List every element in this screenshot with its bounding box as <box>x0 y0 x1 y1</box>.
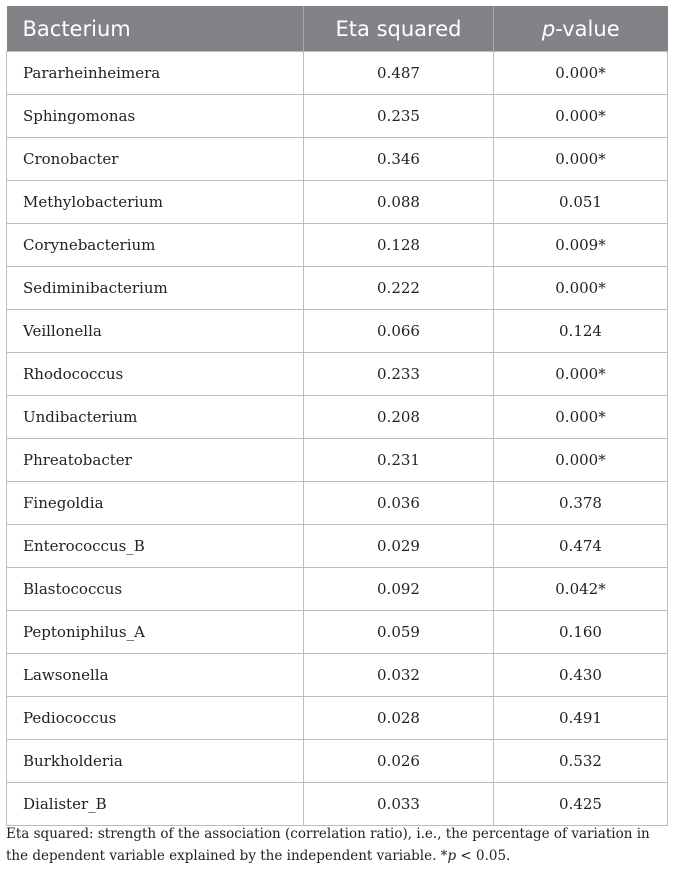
cell-p-value: 0.378 <box>494 482 668 525</box>
cell-p-value: 0.000* <box>494 396 668 439</box>
cell-bacterium: Phreatobacter <box>7 439 304 482</box>
table-row <box>7 482 668 525</box>
footnote-text: Eta squared: strength of the association (correlation ratio), i.e., the percentage of variation in the dependent variable explained by the independent variable. * <box>6 826 650 864</box>
cell-p-value: 0.491 <box>494 697 668 740</box>
cell-bacterium: Veillonella <box>7 310 304 353</box>
header-p-italic: p <box>541 16 556 41</box>
table-row <box>7 525 668 568</box>
cell-bacterium: Dialister_B <box>7 783 304 826</box>
cell-eta-squared: 0.033 <box>304 783 494 826</box>
table-row <box>7 783 668 826</box>
cell-bacterium: Finegoldia <box>7 482 304 525</box>
cell-p-value: 0.000* <box>494 353 668 396</box>
header-row <box>7 6 668 52</box>
cell-eta-squared: 0.036 <box>304 482 494 525</box>
table-row <box>7 740 668 783</box>
bacteria-eta-table <box>6 6 668 826</box>
table-row <box>7 138 668 181</box>
cell-eta-squared: 0.066 <box>304 310 494 353</box>
table-row <box>7 654 668 697</box>
cell-p-value: 0.425 <box>494 783 668 826</box>
cell-p-value: 0.009* <box>494 224 668 267</box>
cell-eta-squared: 0.029 <box>304 525 494 568</box>
cell-p-value: 0.042* <box>494 568 668 611</box>
cell-p-value: 0.430 <box>494 654 668 697</box>
cell-bacterium: Methylobacterium <box>7 181 304 224</box>
footnote-p-symbol: p <box>447 848 457 864</box>
cell-eta-squared: 0.032 <box>304 654 494 697</box>
cell-eta-squared: 0.128 <box>304 224 494 267</box>
table-row <box>7 95 668 138</box>
table-header <box>7 6 668 52</box>
cell-eta-squared: 0.346 <box>304 138 494 181</box>
cell-bacterium: Sediminibacterium <box>7 267 304 310</box>
cell-bacterium: Lawsonella <box>7 654 304 697</box>
cell-eta-squared: 0.231 <box>304 439 494 482</box>
table-container <box>6 6 667 826</box>
cell-eta-squared: 0.088 <box>304 181 494 224</box>
cell-p-value: 0.000* <box>494 95 668 138</box>
cell-bacterium: Enterococcus_B <box>7 525 304 568</box>
cell-eta-squared: 0.059 <box>304 611 494 654</box>
cell-bacterium: Rhodococcus <box>7 353 304 396</box>
table-row <box>7 396 668 439</box>
cell-eta-squared: 0.026 <box>304 740 494 783</box>
header-p-value <box>494 6 668 52</box>
cell-eta-squared: 0.487 <box>304 52 494 95</box>
footnote-threshold: < 0.05. <box>456 848 511 864</box>
cell-eta-squared: 0.222 <box>304 267 494 310</box>
cell-bacterium: Cronobacter <box>7 138 304 181</box>
header-bacterium: Bacterium <box>7 6 304 52</box>
cell-bacterium: Sphingomonas <box>7 95 304 138</box>
table-footnote <box>6 823 667 867</box>
cell-bacterium: Peptoniphilus_A <box>7 611 304 654</box>
cell-eta-squared: 0.235 <box>304 95 494 138</box>
table-row <box>7 439 668 482</box>
cell-eta-squared: 0.208 <box>304 396 494 439</box>
cell-bacterium: Undibacterium <box>7 396 304 439</box>
table-row <box>7 568 668 611</box>
table-row <box>7 697 668 740</box>
cell-eta-squared: 0.028 <box>304 697 494 740</box>
table-row <box>7 224 668 267</box>
header-p-suffix: -value <box>555 16 620 41</box>
cell-eta-squared: 0.092 <box>304 568 494 611</box>
cell-p-value: 0.124 <box>494 310 668 353</box>
table-row <box>7 52 668 95</box>
cell-p-value: 0.000* <box>494 52 668 95</box>
cell-bacterium: Burkholderia <box>7 740 304 783</box>
cell-eta-squared: 0.233 <box>304 353 494 396</box>
cell-p-value: 0.000* <box>494 439 668 482</box>
cell-p-value: 0.000* <box>494 138 668 181</box>
cell-bacterium: Blastococcus <box>7 568 304 611</box>
cell-p-value: 0.000* <box>494 267 668 310</box>
table-row <box>7 611 668 654</box>
table-row <box>7 181 668 224</box>
table-body <box>7 52 668 826</box>
cell-p-value: 0.474 <box>494 525 668 568</box>
cell-bacterium: Pediococcus <box>7 697 304 740</box>
table-row <box>7 310 668 353</box>
cell-bacterium: Corynebacterium <box>7 224 304 267</box>
cell-p-value: 0.051 <box>494 181 668 224</box>
cell-p-value: 0.532 <box>494 740 668 783</box>
cell-bacterium: Pararheinheimera <box>7 52 304 95</box>
table-row <box>7 267 668 310</box>
header-eta-squared: Eta squared <box>304 6 494 52</box>
cell-p-value: 0.160 <box>494 611 668 654</box>
table-row <box>7 353 668 396</box>
